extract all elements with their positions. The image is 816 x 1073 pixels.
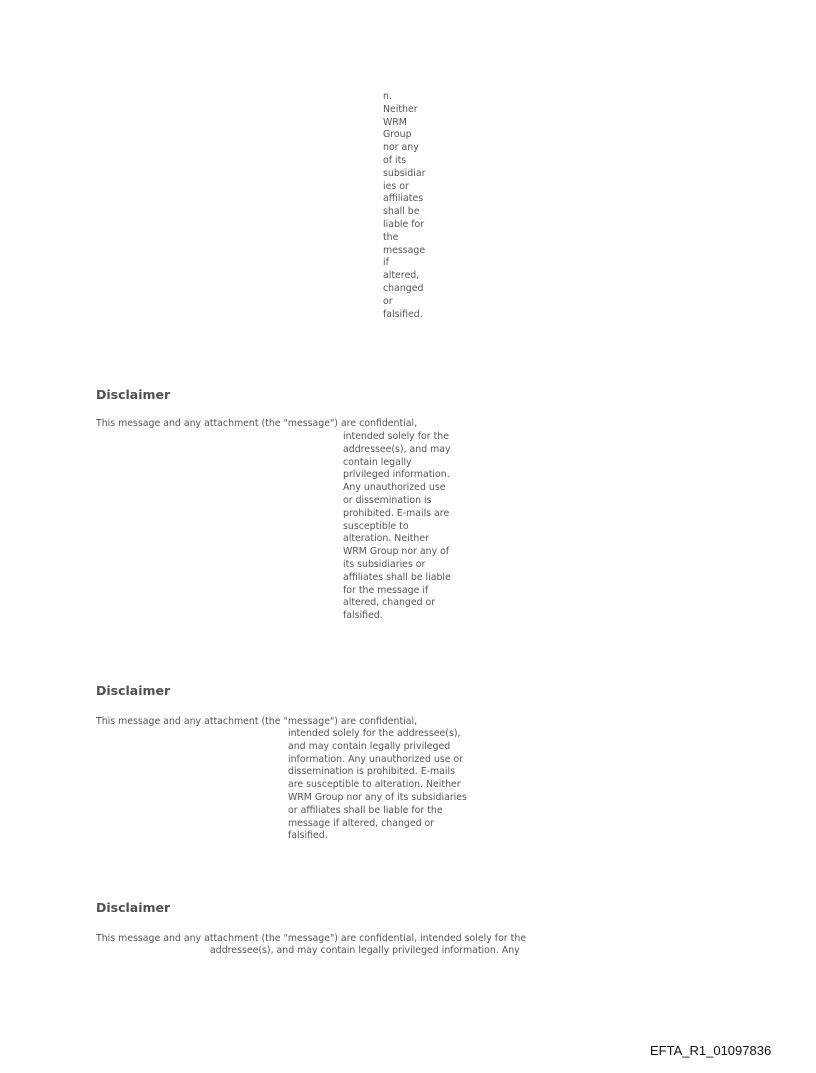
fragment-line: or <box>383 295 393 307</box>
disclaimer-text: intended solely for the <box>343 431 449 442</box>
disclaimer-heading: Disclaimer <box>96 387 171 402</box>
disclaimer-text: This message and any attachment (the "message") are confidential, <box>96 418 418 429</box>
disclaimer-text: intended solely for the addressee(s), <box>288 728 461 739</box>
disclaimer-text: falsified. <box>288 830 328 842</box>
disclaimer-text: This message and any attachment (the "message") are confidential, <box>96 716 418 727</box>
disclaimer-body <box>210 945 520 958</box>
disclaimer-body <box>343 431 451 623</box>
fragment-line: nor any <box>383 142 419 154</box>
disclaimer-text: This message and any attachment (the "message") are confidential, intended solely for the <box>96 933 527 944</box>
disclaimer-text: addressee(s), and may contain legally privileged information. Any <box>210 945 520 956</box>
disclaimer-text: contain legally <box>343 456 412 468</box>
disclaimer-text: or affiliates shall be liable for the <box>288 804 443 816</box>
disclaimer-text: information. Any unauthorized use or <box>288 753 464 765</box>
disclaimer-fragment-top <box>383 91 425 321</box>
fragment-line: the <box>383 231 399 243</box>
disclaimer-text: privileged information. <box>343 469 450 481</box>
disclaimer-text: and may contain legally privileged <box>288 740 451 752</box>
disclaimer-text: prohibited. E-mails are <box>343 507 450 519</box>
fragment-line: Neither <box>383 103 418 115</box>
disclaimer-text: Any unauthorized use <box>343 482 446 494</box>
disclaimer-text: are susceptible to alteration. Neither <box>288 779 461 791</box>
disclaimer-text: addressee(s), and may <box>343 443 451 455</box>
disclaimer-first-line <box>96 716 417 729</box>
fragment-line: Group <box>383 129 412 141</box>
fragment-line: WRM <box>383 116 407 128</box>
fragment-line: altered, <box>383 270 420 282</box>
disclaimer-text: message if altered, changed or <box>288 817 435 829</box>
fragment-line: affiliates <box>383 193 424 205</box>
fragment-line: if <box>383 257 389 269</box>
disclaimer-first-line <box>96 933 526 946</box>
disclaimer-body <box>288 728 467 843</box>
disclaimer-heading: Disclaimer <box>96 900 171 915</box>
disclaimer-text: dissemination is prohibited. E-mails <box>288 766 455 778</box>
disclaimer-text: affiliates shall be liable <box>343 571 451 583</box>
disclaimer-text: for the message if <box>343 584 429 596</box>
disclaimer-text: susceptible to <box>343 520 409 532</box>
document-id: EFTA_R1_01097836 <box>650 1043 772 1058</box>
disclaimer-text: alteration. Neither <box>343 533 429 545</box>
fragment-line: changed <box>383 282 424 294</box>
disclaimer-heading: Disclaimer <box>96 683 171 698</box>
fragment-line: ies or <box>383 180 409 192</box>
disclaimer-text: WRM Group nor any of <box>343 546 450 558</box>
disclaimer-text: altered, changed or <box>343 597 436 609</box>
disclaimer-first-line <box>96 418 417 431</box>
disclaimer-text: its subsidiaries or <box>343 558 426 570</box>
fragment-line: falsified. <box>383 308 423 320</box>
fragment-line: n. <box>383 91 392 102</box>
disclaimer-text: WRM Group nor any of its subsidiaries <box>288 791 467 803</box>
fragment-line: shall be <box>383 206 420 218</box>
fragment-line: of its <box>383 154 407 166</box>
fragment-line: subsidiar <box>383 167 426 179</box>
fragment-line: liable for <box>383 218 425 230</box>
disclaimer-text: falsified. <box>343 610 383 622</box>
disclaimer-text: or dissemination is <box>343 494 432 506</box>
fragment-line: message <box>383 244 426 256</box>
